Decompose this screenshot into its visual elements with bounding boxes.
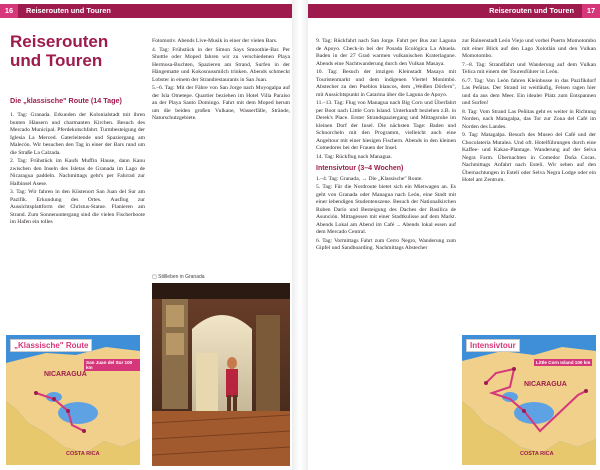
paragraph: 11.–13. Tag: Flug von Managua nach Big Corn und Überfahrt per Boot nach Little Corn Island. Unterkunft beziehen z.B. in Derek's Place. Erster Strandspaziergang und Mittagsruhe im kleinen Dorf der Insel. Die nächsten Tage: Baden und Schnorcheln mit den Programm, vielleicht auch eine Angeltour mit einer hiesigen Fischern. Abends in den kleinen Comedores bei der Frauen der Insel. [316,100,456,151]
paragraph: 5.–6. Tag: Mit der Fähre von San Jorge nach Moyogalpa auf der Isla Ometepe. Quartier beziehen im Hotel Villa Paraíso an der Playa Santo Domingo. Fahrt mit dem Moped herum um die beiden großen Vulkane, Wasserfälle, Strände, Naturschutzgebiete. [152,85,290,121]
map-graphic [6,335,140,465]
paragraph: 6. Tag: Vormittags Fahrt zum Cerro Negro, Wanderung zum Gipfel und Sandboarding. Nachmittags Abstecher [316,237,456,251]
paragraph: 7.–8. Tag: Strandfahrt und Wanderung auf dem Vulkan Telica mit einem der Tourenführer in León. [462,61,596,75]
chapter-title: Reiserouten und Touren [10,32,109,70]
granada-photo [152,283,290,466]
map-label: Intensivtour [466,339,520,352]
left-column-1 [10,112,145,228]
right-running-title: Reiserouten und Touren [489,6,574,15]
paragraph: 1. Tag: Granada. Erkunden der Kolonialstadt mit ihren bunten Häusern und charmanten Kirchen. Besuch des Mercado Municipal. Pferdekutschfahrt. Turmbesteigung der Iglesia La Merced. Gaterleitende und Spaziergang am Malecón. Wir besuchen den Tag in einer der Bars rund um die Straße La Calzada. [10,112,145,156]
map-scale-note: Little Corn Island 100 km [536,360,591,365]
paragraph: 9. Tag: Matagalpa. Besuch des Museo del Café und der Chocolatería Mutalea. Und oft. Hotelführungen durch eine Kaffee- und Kakao-Plantage. Wanderung auf der Selva Negra Farm. Übernachten in Comedor Doña Cocas. Nachmittags Anfahrt nach Estelí. Wir sehen auf den Übernachtungen in Estelí oder Selva Negra Lodge oder ein Hotel am Zentrum. [462,132,596,183]
left-running-title: Reiserouten und Touren [26,6,111,15]
paragraph: 4. Tag: Frühstück in der Simon Says Smoothie-Bar. Per Shuttle oder Moped fahren wir zu verschiedenen Playa Hermosa-Buchten, Spazieren am Strand, Surfen in der Hängematte und Kokosnussmilch trinken. Abends schmeckt Lobster in einem der Strandrestaurants in San Juan. [152,46,290,83]
paragraph: 10. Tag: Besuch der imzigen Kleinstadt Masaya mit Touristenmarkt und dem indigenen Viertel Monimbó. Abstecher zu den Pueblos blancos, dem „Weißen Dörfern", mit Aussichtspunkt in Catarina über die Laguna de Apoyo. [316,69,456,98]
route-subtitle: Die „klassische" Route (14 Tage) [10,96,122,105]
left-column-2 [152,38,290,124]
paragraph: 2. Tag: Frühstück im Kaufs Muffin Hause, dann Kanu zwischen den Inseln des Isletas de Granada im Lago de Nicaragua paddeln. Nachmittags geht's per Fahrrad zur Halbinsel Asese. [10,158,145,187]
intensivtour-heading: Intensivtour (3–4 Wochen) [316,165,404,172]
right-header-bar [308,4,600,18]
paragraph: 1.–4. Tag: Granada, → Die „Klassische" Route. [316,175,423,182]
right-column-1 [316,38,456,254]
paragraph: 9. Tag: Rückfahrt nach San Jorge. Fahrt per Bus zur Laguna de Apoyo. Check-in bei der Posada Ecológica La Abuela. Baden in der 27 Grad warmen vulkanischen Kraterlagune. Abends eine Nachtwanderung durch den Vulkan Masaya. [316,38,456,67]
paragraph: 6./7. Tag: Von León fahren Kleinbusse in das Pazifikdorf Las Peñitas. Der Strand ist weitläufig, Felsen ragen hier und da aus dem Meer. Ein idealer Platz zum Entspannen und Surfen! [462,77,596,106]
paragraph: 14. Tag: Rückflug nach Managua. [316,153,392,160]
photo-caption-text: Stillleben in Granada [158,274,205,280]
map-scale-note: San Juan del Sur 100 km [84,359,140,371]
map-south-label: COSTA RICA [520,451,554,457]
paragraph: 5. Tag: Für die Nordroute bietet sich ein Mietwagen an. Es geht von Granada oder Managua nach León, eine Stadt mit einer lebendigen Studentenszene. Besuch der Nationalkirchen Ruben Darío und Besteigung des Daches der Basilica de Asunción. Mittagessen mit einer Stadtkulisse auf dem Markt. Abends Lokal am Abend im Café ... Abends lokal essen auf dem Mercado Central. [316,184,456,235]
map-south-label: COSTA RICA [66,451,100,457]
book-gutter [292,0,308,470]
photo-caption: ▢ Stillleben in Granada [152,274,205,280]
map-country-label: NICARAGUA [44,371,87,378]
map-graphic [462,335,596,465]
right-column-2 [462,38,596,186]
intensivtour-map [462,335,596,465]
left-page-number: 16 [0,4,18,18]
map-country-label: NICARAGUA [524,381,567,388]
left-header-bar [0,4,292,18]
map-label: „Klassische" Route [10,339,92,352]
paragraph: 8. Tag: Vom Strand Las Peñitas geht es weiter in Richtung Norden, nach Matagalpa, das Tor zur Zona del Café im Norden des Landes. [462,108,596,130]
photo-graphic [152,283,290,466]
classic-route-map [6,335,140,465]
paragraph: 3. Tag: Wir fahren in den Küstenort San Juan del Sur am Pazifik. Erkundung des Ortes. Ausflug zur Aussichtsplattform der Christus-Statue. Flanieren am Strand. Zum Sonnenuntergang sind die vielen Fischerboote im Hafen ein tolles [10,189,145,225]
paragraph: zur Ruinenstadt León Viejo und vorbei Puerto Momotombo mit einer Blick auf den Lago Xolotlán und den Vulkan Momotombo. [462,38,596,59]
paragraph: Fotomotiv. Abends Live-Musik in einer der vielen Bars. [152,38,278,44]
right-page-number: 17 [582,4,600,18]
